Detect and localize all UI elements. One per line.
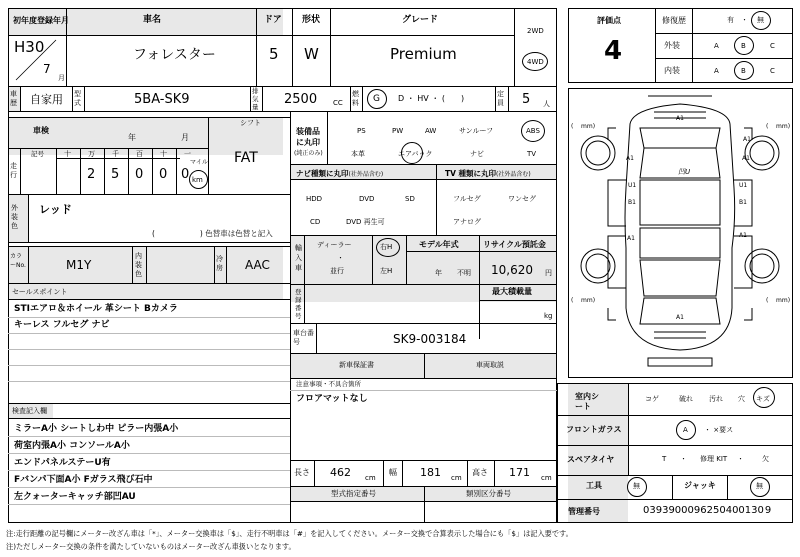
footer-note-2: 注)ただしメーター交換の条件を満たしていないものはメーター改ざん車扱いとなります。	[6, 542, 296, 551]
diag-label-3: A1	[742, 155, 750, 162]
car-label: 車名	[143, 15, 162, 25]
equip-tv: TV	[527, 150, 537, 158]
tv-oneseg: ワンセグ	[508, 195, 536, 203]
navi-sd: SD	[405, 195, 415, 203]
modelyear-label: モデル年式	[419, 240, 459, 249]
car-value: フォレスター	[133, 47, 216, 63]
seat-kizu: キズ	[756, 395, 770, 403]
mm-br: ( mm)	[766, 297, 791, 304]
cap-label: 定員	[497, 90, 504, 107]
typeno-label: 型式指定番号	[331, 489, 376, 498]
repair-yes: 有	[727, 16, 734, 24]
mileage-digit-5: 0	[181, 167, 190, 182]
diag-label-4: A1	[743, 136, 751, 143]
intcolor-label: 内装色	[135, 252, 142, 278]
mm-bl-unit: mm	[580, 297, 593, 304]
import-label: 輸入車	[295, 244, 302, 272]
mileage-digit-1: 2	[87, 167, 96, 182]
classno-label: 類別区分番号	[466, 489, 511, 498]
tools-value: 無	[633, 482, 640, 490]
diag-label-7: B1	[628, 199, 636, 206]
exterior-a: A	[714, 42, 719, 50]
shape-value: W	[304, 45, 319, 63]
equip-pw: PW	[392, 127, 404, 135]
diag-label-2: A1	[626, 155, 634, 162]
diag-label-9: A1	[627, 235, 635, 242]
seat-label: 室内シート	[575, 392, 599, 411]
door-label: ドア	[264, 15, 282, 25]
mgmt-label: 管理番号	[568, 507, 600, 516]
exterior-c: C	[770, 42, 775, 50]
import-dot: ・	[337, 254, 344, 262]
import-dealer: ディーラー	[317, 241, 352, 249]
diag-label-8: B1	[739, 199, 747, 206]
equip-abs: ABS	[526, 127, 540, 135]
mm-bl: ( mm)	[571, 297, 596, 304]
drive-4wd: 4WD	[527, 58, 544, 66]
tools-label: 工具	[586, 481, 602, 490]
spare-dot1: ・	[680, 455, 687, 463]
mileage-unit-4: 十	[160, 150, 167, 158]
sales-line-1: STIエアロ＆ホイール 革シート Bカメラ	[14, 304, 178, 314]
usage-label: 車歴	[10, 90, 17, 107]
diag-label-5: U1	[628, 182, 637, 189]
reg-era: H30	[14, 38, 45, 56]
reg-label: 初年度登録年月	[13, 16, 69, 25]
eval-label: 評価点	[597, 16, 621, 25]
ac-value: AAC	[245, 258, 270, 272]
shape-label: 形状	[302, 15, 321, 25]
shift-value: FAT	[234, 150, 258, 166]
mgmt-value: 0393900096250400130 9	[643, 505, 772, 516]
mileage-unit-5: 一	[184, 150, 191, 158]
diag-label-12: A1	[676, 314, 684, 321]
tv-sub: (社外品含む)	[496, 171, 531, 178]
width-value: 181	[420, 466, 441, 479]
recycle-unit: 円	[545, 269, 552, 277]
cap-unit: 人	[543, 100, 550, 108]
mm-tl: ( mm)	[571, 123, 596, 130]
exterior-label: 外装	[664, 41, 680, 50]
eval-value: 4	[604, 36, 623, 66]
equip-sunroof: サンルーフ	[459, 127, 494, 135]
equip-sub: (純正のみ)	[294, 150, 323, 157]
mileage-label: 走行	[10, 162, 17, 179]
color-label: 外装色	[11, 204, 18, 230]
tv-analog: アナログ	[453, 218, 481, 226]
inspection-line-5: 左クォーターキャッチ部凹AU	[14, 492, 136, 502]
recycle-value: 10,620	[491, 263, 533, 277]
regno-label: 登録番号	[295, 288, 302, 320]
chassis-label: 車台番号	[293, 329, 314, 346]
interior-a: A	[714, 67, 719, 75]
length-value: 462	[330, 466, 351, 479]
modelyear-unknown: 不明	[457, 269, 471, 277]
mileage-digit-4: 0	[159, 167, 168, 182]
color-note: ( ) 色替車は色替と記入	[152, 229, 273, 238]
inspect-label: 車検	[33, 126, 49, 135]
glass-a: A	[683, 426, 688, 434]
diag-label-1: A1	[676, 115, 684, 122]
model-label: 型式	[74, 90, 81, 107]
footer-note-1: 注:走行距離の記号欄にメーター改ざん車は「*」、メーター交換車は「$」、走行不明車は「#」を記入してください。メーター交換で合算表示した場合にも「$」は記入要です。	[6, 529, 573, 538]
cap-value: 5	[522, 92, 531, 107]
inspection-line-3: エンドパネルステーU有	[14, 458, 111, 468]
import-right: 右H	[380, 243, 393, 251]
mileage-unit-2: 千	[112, 150, 119, 158]
spare-dot2: ・	[737, 455, 744, 463]
color-value: レッド	[39, 203, 72, 216]
glass-rest: ・ ×要ス	[704, 426, 734, 434]
fuel-label: 燃料	[352, 90, 359, 107]
diag-label-11: 凹U	[678, 168, 691, 176]
notes-value: フロアマットなし	[296, 394, 368, 404]
length-unit: cm	[365, 474, 376, 482]
diag-label-6: U1	[739, 182, 748, 189]
maxload-unit: kg	[544, 312, 553, 320]
mileage-mile: マイル	[190, 159, 208, 166]
equip-aw: AW	[425, 127, 437, 135]
exterior-b: B	[741, 42, 746, 50]
jack-label: ジャッキ	[684, 481, 716, 490]
usage-value: 自家用	[30, 93, 63, 106]
equip-leather: 本革	[351, 150, 365, 158]
repair-no: 無	[757, 16, 764, 24]
repair-dot: ・	[741, 16, 748, 24]
colorno-value: M1Y	[66, 258, 92, 272]
seat-ana: 穴	[738, 395, 745, 403]
grade-label: グレード	[402, 15, 439, 25]
height-value: 171	[509, 466, 530, 479]
disp-value: 2500	[284, 92, 318, 107]
inspection-line-4: Fバンパ下面A小 Fガラス飛び石中	[14, 475, 153, 485]
length-label: 長さ	[294, 468, 310, 477]
seat-koge: コゲ	[645, 395, 659, 403]
chassis-value: SK9-003184	[393, 332, 467, 346]
door-value: 5	[269, 45, 279, 63]
seat-yabure: 破れ	[679, 395, 693, 403]
fuel-rest: D ・ HV ・ ( )	[398, 94, 465, 103]
repair-label: 修復歴	[662, 16, 686, 25]
spare-kit: 修理 KIT	[700, 455, 728, 463]
mileage-unit-3: 百	[136, 150, 143, 158]
import-left: 左H	[380, 267, 393, 275]
equip-label: 装備品に丸印	[296, 127, 320, 147]
disp-unit: CC	[333, 99, 343, 107]
tv-label	[445, 170, 531, 178]
inspection-label: 検査記入欄	[12, 407, 47, 415]
disp-label: 排気量	[252, 87, 259, 111]
mileage-digit-2: 5	[111, 167, 120, 182]
inspection-line-2: 荷室内張A小 コンソールA小	[14, 441, 130, 451]
seat-yogore: 汚れ	[709, 395, 723, 403]
mileage-km: km	[192, 176, 203, 184]
fuel-g: G	[373, 94, 380, 104]
height-label: 高さ	[472, 468, 488, 477]
navi-label	[296, 170, 383, 178]
mileage-unit-1: 万	[88, 150, 95, 158]
navi-cd: CD	[310, 218, 321, 226]
height-unit: cm	[541, 474, 552, 482]
interior-c: C	[770, 67, 775, 75]
equip-navi: ナビ	[470, 150, 484, 158]
model-value: 5BA-SK9	[134, 92, 190, 107]
warranty-label: 新車保証書	[339, 361, 374, 369]
mm-br-unit: mm	[775, 297, 788, 304]
equip-ps: PS	[357, 127, 366, 135]
tv-label-text: TV 種類に丸印	[445, 169, 497, 178]
manual-label: 車両取説	[476, 361, 504, 369]
recycle-label: リサイクル預託金	[483, 240, 546, 249]
inspect-month: 月	[181, 133, 189, 142]
grade-value: Premium	[390, 45, 457, 63]
width-unit: cm	[451, 474, 462, 482]
car-diagram-drawing	[568, 88, 793, 378]
import-parallel: 並行	[330, 267, 344, 275]
notes-label: 注意事項・不具合箇所	[296, 380, 361, 388]
shift-label: シフト	[240, 119, 261, 127]
sales-line-2: キーレス フルセグ ナビ	[14, 320, 110, 330]
modelyear-year: 年	[435, 269, 442, 277]
mileage-kigou: 記号	[31, 150, 44, 158]
glass-label: フロントガラス	[566, 425, 622, 434]
jack-value: 無	[756, 482, 763, 490]
mm-tr: ( mm)	[766, 123, 791, 130]
diag-label-10: A1	[739, 232, 747, 239]
colorno-label: カラーNo.	[10, 253, 26, 269]
spare-t: T	[662, 455, 667, 463]
interior-label: 内装	[664, 66, 680, 75]
tv-fullseg: フルセグ	[453, 195, 481, 203]
maxload-label: 最大積載量	[492, 287, 532, 296]
mm-tr-unit: mm	[775, 123, 788, 130]
navi-dvdplay: DVD 再生可	[346, 218, 385, 226]
sales-label: セールスポイント	[12, 288, 68, 296]
navi-hdd: HDD	[306, 195, 323, 203]
mm-tl-unit: mm	[580, 123, 593, 130]
inspect-year: 年	[128, 133, 136, 142]
ac-label: 冷房	[216, 255, 223, 272]
navi-label-text: ナビ種類に丸印	[296, 169, 349, 178]
navi-sub: (社外品含む)	[348, 171, 384, 178]
navi-dvd: DVD	[359, 195, 375, 203]
spare-none: 欠	[762, 455, 769, 463]
equip-airbag: エアバック	[398, 150, 433, 158]
width-label: 幅	[389, 468, 397, 477]
mileage-digit-3: 0	[135, 167, 144, 182]
mileage-unit-0: 十	[64, 150, 71, 158]
reg-month: 7	[43, 62, 51, 76]
reg-month-unit: 月	[58, 74, 65, 82]
interior-b: B	[741, 67, 746, 75]
spare-label: スペアタイヤ	[567, 455, 615, 464]
inspection-line-1: ミラーA小 シートしわ中 ピラー内張A小	[14, 424, 179, 434]
drive-2wd: 2WD	[527, 27, 544, 35]
